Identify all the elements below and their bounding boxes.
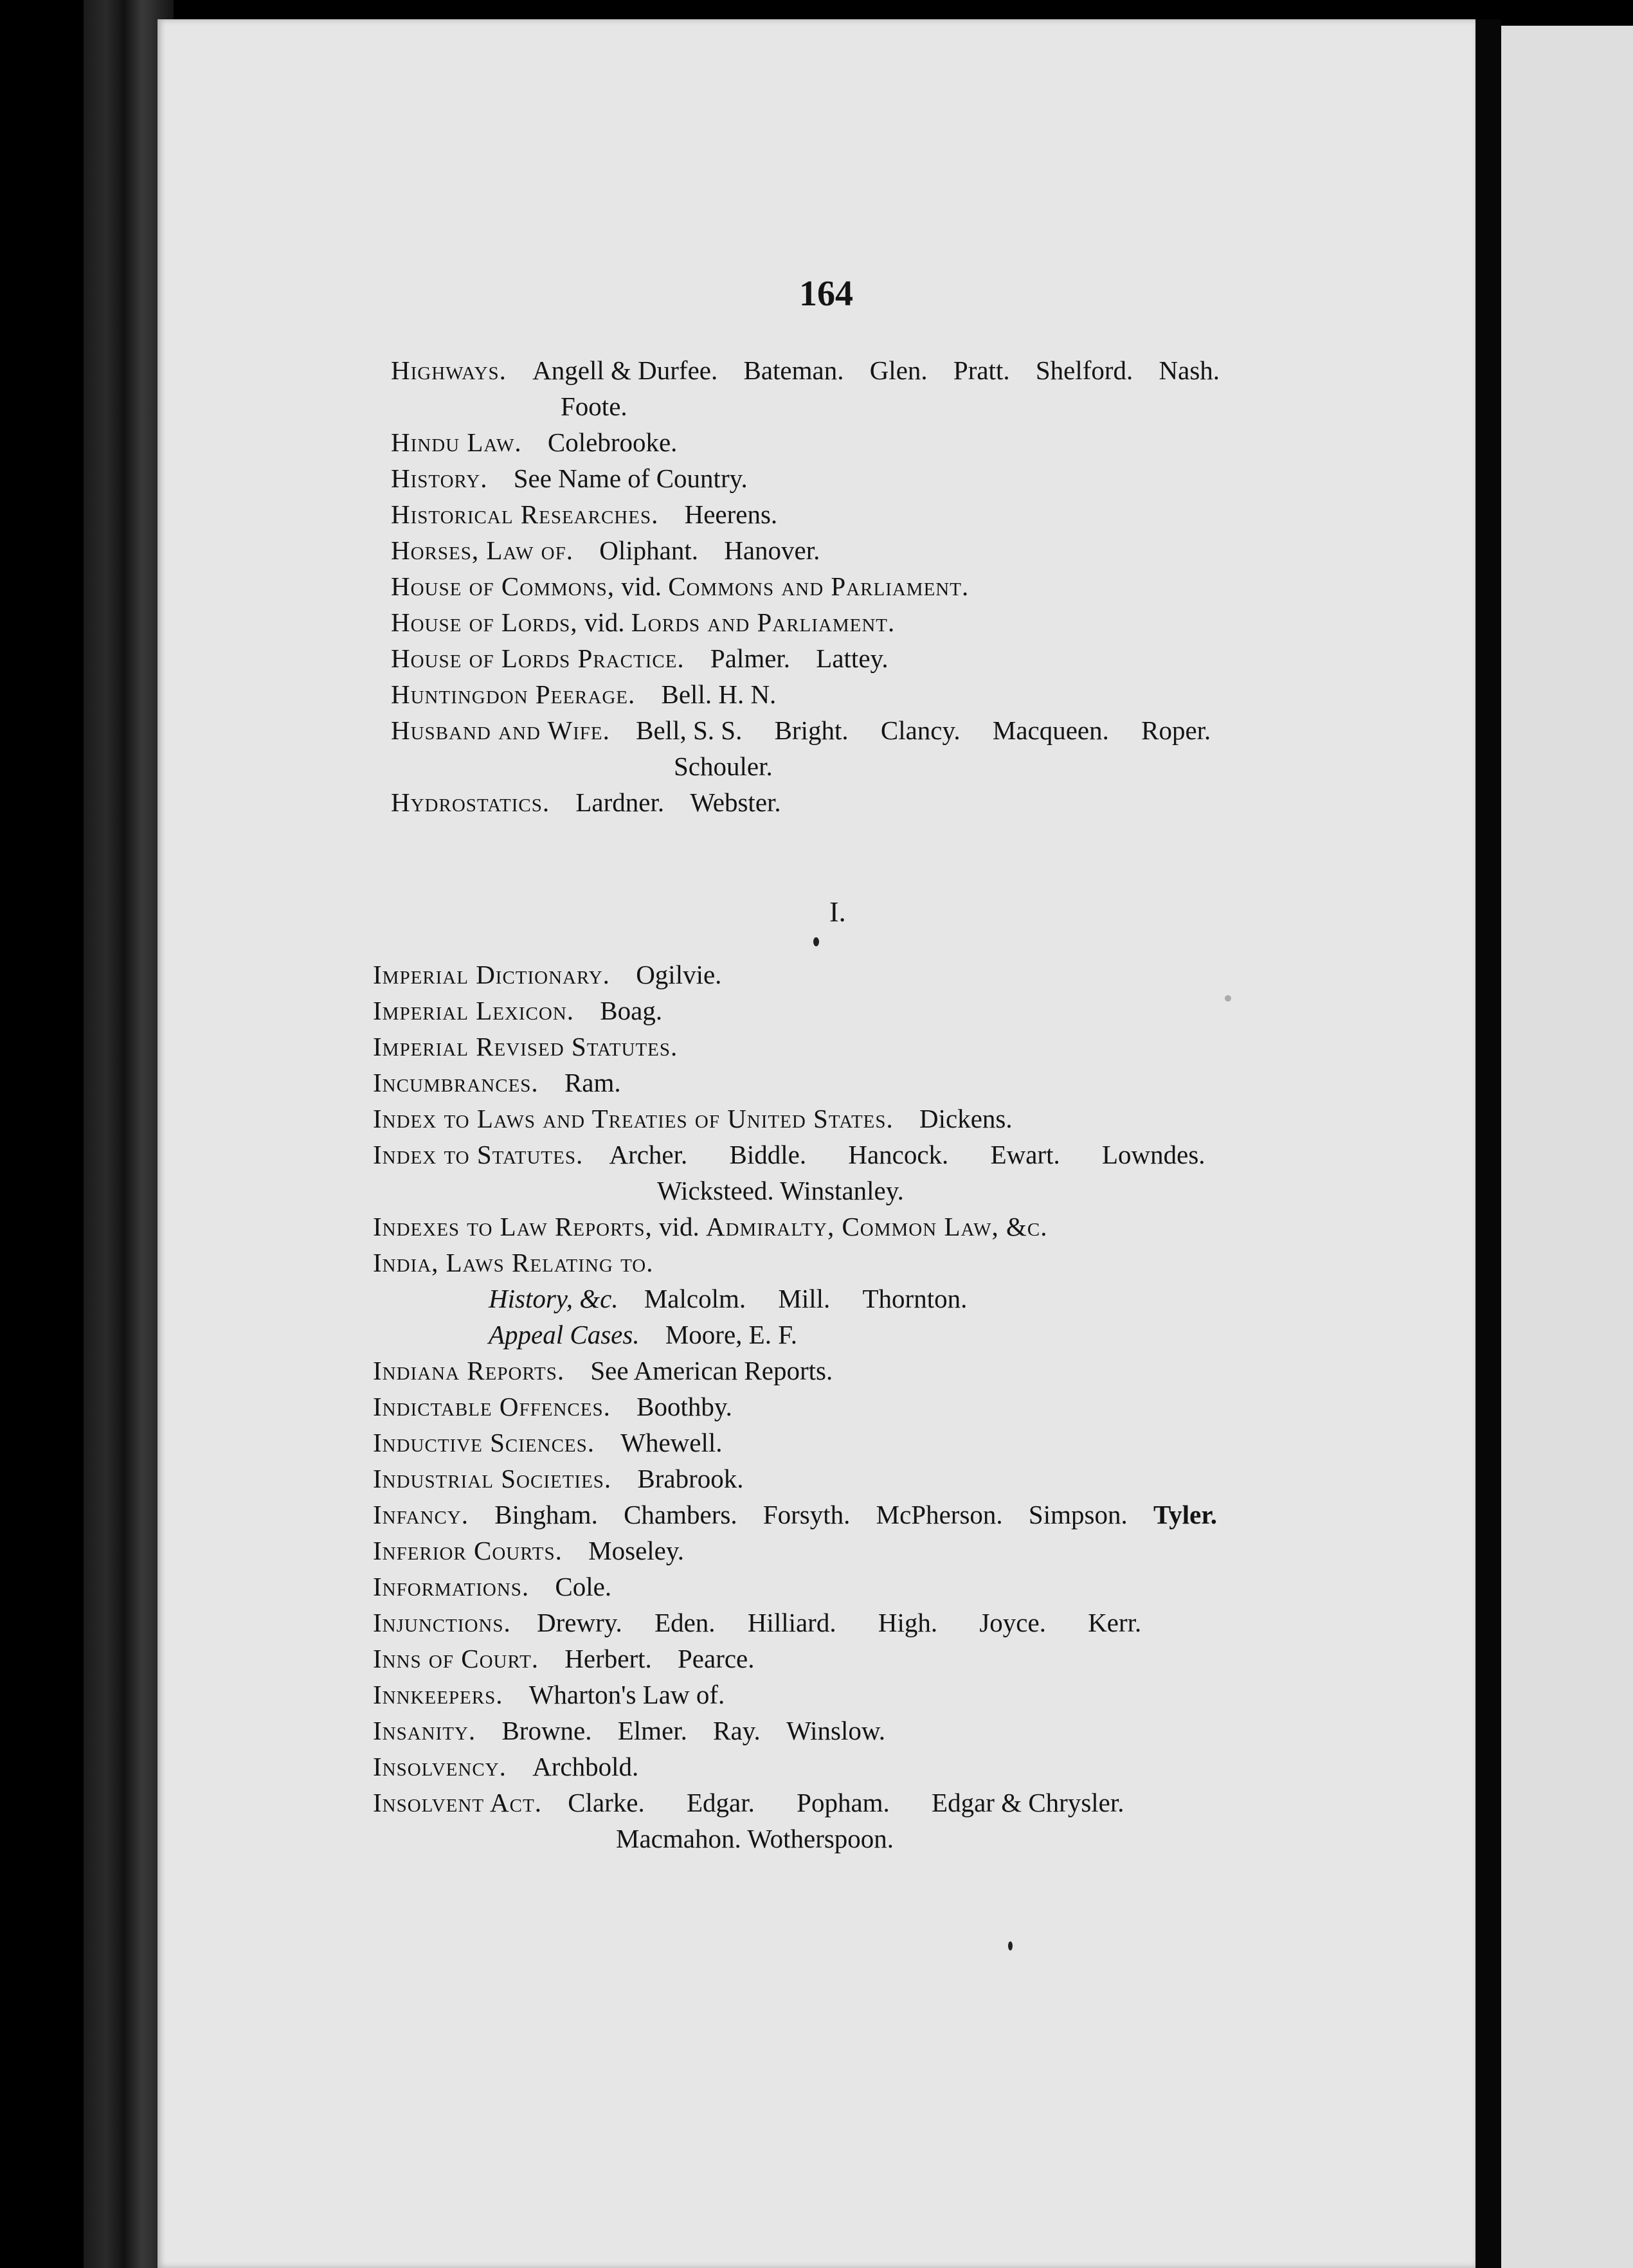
entry-continuation: Foote.	[561, 392, 627, 421]
index-entry	[391, 676, 1342, 712]
author: Cole.	[555, 1572, 612, 1601]
ink-speck	[1225, 995, 1231, 1002]
author: Tyler.	[1153, 1500, 1218, 1529]
entry-heading: Indexes to Law Reports,	[373, 1212, 653, 1241]
sub-entry-label: History, &c.	[489, 1284, 618, 1313]
author: Bell, S. S.	[636, 716, 743, 745]
author: Edgar.	[687, 1788, 755, 1817]
index-entry	[391, 496, 1342, 532]
author: Simpson.	[1028, 1500, 1128, 1529]
section-i-entries	[373, 957, 1324, 1857]
index-entry	[391, 460, 1342, 496]
sub-entry-label: Appeal Cases.	[489, 1320, 640, 1349]
author: Browne.	[501, 1716, 592, 1745]
author: Hanover.	[724, 536, 820, 565]
index-entry	[373, 1713, 1324, 1749]
author: Shelford.	[1035, 356, 1133, 385]
author: Oliphant.	[599, 536, 698, 565]
entry-heading: Incumbrances.	[373, 1068, 539, 1097]
author: See Name of Country.	[513, 464, 748, 493]
author: Heerens.	[684, 500, 778, 529]
index-entry	[373, 1605, 1324, 1641]
author: Dickens.	[919, 1104, 1013, 1133]
entry-heading: Inferior Courts.	[373, 1536, 563, 1565]
index-entry	[373, 1677, 1324, 1713]
cross-reference: Commons and Parliament.	[668, 572, 970, 601]
author: Bright.	[774, 716, 849, 745]
vid-label: vid.	[621, 572, 662, 601]
author: Whewell.	[620, 1428, 723, 1457]
author: Macqueen.	[992, 716, 1109, 745]
author: Archer.	[609, 1140, 688, 1169]
entry-continuation: Wicksteed. Winstanley.	[657, 1176, 904, 1205]
entry-heading: Insolvent Act.	[373, 1788, 542, 1817]
entry-heading: Injunctions.	[373, 1608, 511, 1637]
entry-continuation: Macmahon. Wotherspoon.	[616, 1824, 894, 1853]
author: Thornton.	[862, 1284, 968, 1313]
entry-heading: Insanity.	[373, 1716, 476, 1745]
author: Eden.	[654, 1608, 716, 1637]
author: Wharton's Law of.	[528, 1680, 725, 1709]
author: Ewart.	[990, 1140, 1060, 1169]
author: Drewry.	[537, 1608, 622, 1637]
entry-heading: House of Lords Practice.	[391, 644, 685, 673]
entry-heading: Index to Laws and Treaties of United States.	[373, 1104, 894, 1133]
author: Lowndes.	[1101, 1140, 1205, 1169]
author: Bateman.	[743, 356, 844, 385]
author: Chambers.	[624, 1500, 737, 1529]
vid-label: vid.	[659, 1212, 699, 1241]
index-entry	[373, 1065, 1324, 1101]
index-entry	[373, 1029, 1324, 1065]
entry-heading: Imperial Dictionary.	[373, 960, 610, 989]
author: Angell & Durfee.	[532, 356, 718, 385]
index-entry	[373, 1137, 1324, 1173]
entry-heading: Informations.	[373, 1572, 530, 1601]
author: Nash.	[1159, 356, 1220, 385]
section-letter: I.	[829, 896, 846, 928]
sub-entry	[373, 1317, 1324, 1353]
index-entry	[373, 993, 1324, 1029]
index-entry	[391, 604, 1342, 640]
author: Ram.	[564, 1068, 621, 1097]
index-entry	[373, 1497, 1324, 1533]
author: Malcolm.	[644, 1284, 746, 1313]
author: Colebrooke.	[547, 428, 678, 457]
author: Herbert.	[564, 1644, 652, 1673]
entry-heading: Infancy.	[373, 1500, 469, 1529]
index-entry	[373, 1749, 1324, 1785]
ink-speck	[813, 937, 819, 946]
author: Edgar & Chrysler.	[932, 1788, 1124, 1817]
index-entry	[373, 1101, 1324, 1137]
index-entry	[373, 1533, 1324, 1569]
next-page-edge	[1501, 26, 1633, 2268]
index-entry	[391, 712, 1342, 748]
entry-heading: Innkeepers.	[373, 1680, 503, 1709]
author: Ogilvie.	[636, 960, 722, 989]
author: Hancock.	[848, 1140, 949, 1169]
author: Webster.	[690, 788, 781, 817]
author: McPherson.	[876, 1500, 1003, 1529]
entry-heading: Index to Statutes.	[373, 1140, 584, 1169]
sub-entry	[373, 1281, 1324, 1317]
page-number: 164	[799, 274, 853, 314]
author: High.	[878, 1608, 938, 1637]
entry-heading: Inductive Sciences.	[373, 1428, 595, 1457]
index-entry	[373, 1641, 1324, 1677]
index-entry	[373, 1353, 1324, 1389]
entry-heading: History.	[391, 464, 488, 493]
author: Popham.	[797, 1788, 890, 1817]
entry-heading: House of Lords,	[391, 608, 578, 637]
author: Glen.	[869, 356, 928, 385]
entry-heading: Hydrostatics.	[391, 788, 550, 817]
author: Lattey.	[816, 644, 889, 673]
author: Clancy.	[880, 716, 961, 745]
entry-heading: Inns of Court.	[373, 1644, 539, 1673]
ink-speck	[1008, 1941, 1013, 1950]
author: Lardner.	[575, 788, 665, 817]
entry-heading: Huntingdon Peerage.	[391, 680, 636, 709]
author: Biddle.	[729, 1140, 807, 1169]
author: Hilliard.	[747, 1608, 836, 1637]
entry-heading: Indictable Offences.	[373, 1392, 611, 1421]
author: Winslow.	[786, 1716, 886, 1745]
author: Moore, E. F.	[665, 1320, 797, 1349]
index-entry	[391, 424, 1342, 460]
index-entry	[391, 568, 1342, 604]
index-entry	[373, 1461, 1324, 1497]
index-entry	[391, 640, 1342, 676]
entry-heading: House of Commons,	[391, 572, 615, 601]
author: Pearce.	[678, 1644, 755, 1673]
index-entry	[373, 1389, 1324, 1425]
entry-heading: Imperial Lexicon.	[373, 996, 575, 1025]
author: See American Reports.	[590, 1356, 833, 1385]
author: Ray.	[713, 1716, 761, 1745]
cross-reference: Admiralty, Common Law, &c.	[705, 1212, 1048, 1241]
entry-continuation: Schouler.	[674, 752, 773, 781]
cross-reference: Lords and Parliament.	[631, 608, 896, 637]
entry-heading: Insolvency.	[373, 1752, 507, 1781]
index-entry	[373, 1569, 1324, 1605]
author: Pratt.	[953, 356, 1010, 385]
author: Palmer.	[710, 644, 791, 673]
entry-heading: Indiana Reports.	[373, 1356, 565, 1385]
entry-heading: Industrial Societies.	[373, 1464, 612, 1493]
author: Archbold.	[532, 1752, 639, 1781]
entry-heading: Historical Researches.	[391, 500, 659, 529]
index-entry	[373, 1425, 1324, 1461]
index-entry	[391, 532, 1342, 568]
author: Bell. H. N.	[661, 680, 777, 709]
book-gutter	[1475, 19, 1501, 2268]
author: Moseley.	[588, 1536, 684, 1565]
author: Joyce.	[979, 1608, 1046, 1637]
entry-heading: Hindu Law.	[391, 428, 522, 457]
author: Clarke.	[568, 1788, 645, 1817]
entry-heading: Imperial Revised Statutes.	[373, 1032, 678, 1061]
entry-heading: Husband and Wife.	[391, 716, 610, 745]
index-entry	[391, 784, 1342, 820]
author: Roper.	[1141, 716, 1211, 745]
entry-heading: India, Laws Relating to.	[373, 1248, 654, 1277]
entry-heading: Highways.	[391, 356, 507, 385]
author: Boag.	[600, 996, 663, 1025]
section-h-entries	[391, 352, 1342, 820]
author: Brabrook.	[637, 1464, 744, 1493]
index-entry	[373, 957, 1324, 993]
author: Bingham.	[494, 1500, 598, 1529]
entry-heading: Horses, Law of.	[391, 536, 573, 565]
author: Boothby.	[636, 1392, 732, 1421]
index-entry	[373, 1785, 1324, 1821]
index-entry	[373, 1209, 1324, 1245]
author: Mill.	[778, 1284, 831, 1313]
author: Kerr.	[1088, 1608, 1142, 1637]
author: Elmer.	[617, 1716, 687, 1745]
vid-label: vid.	[584, 608, 625, 637]
index-entry	[373, 1245, 1324, 1281]
author: Forsyth.	[762, 1500, 851, 1529]
index-entry	[391, 352, 1342, 388]
